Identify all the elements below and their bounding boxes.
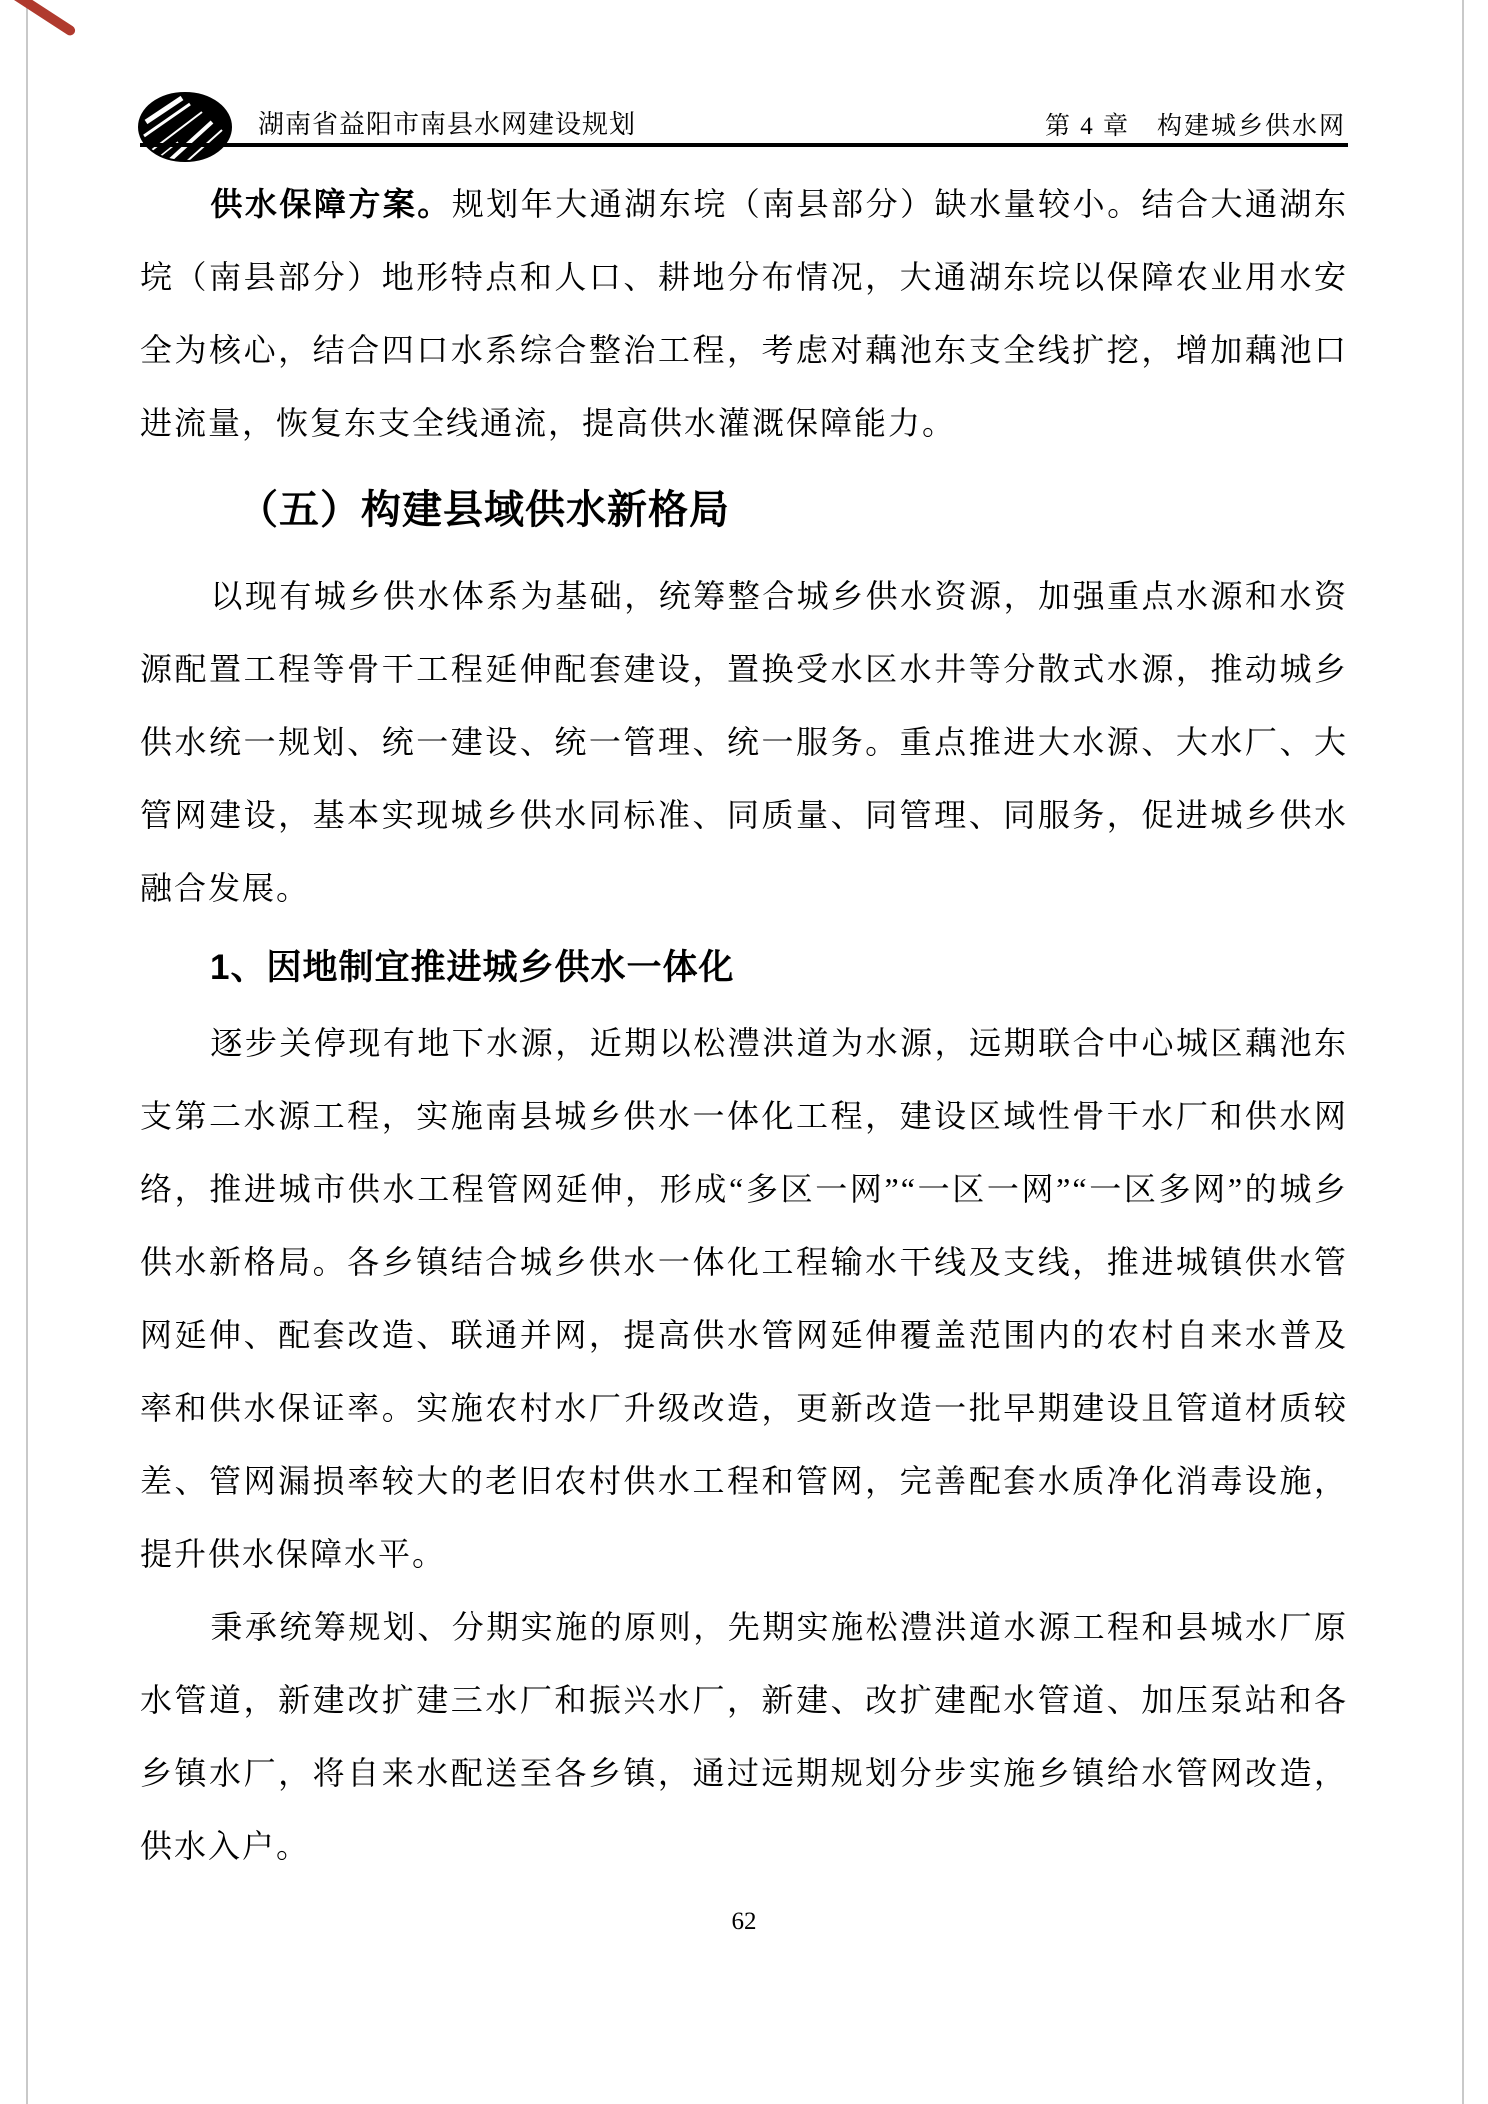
header-doc-title: 湖南省益阳市南县水网建设规划 [258, 110, 637, 139]
paragraph-phased-implementation: 秉承统筹规划、分期实施的原则，先期实施松澧洪道水源工程和县城水厂原水管道，新建改扩建三水厂和振兴水厂，新建、改扩建配水管道、加压泵站和各乡镇水厂，将自来水配送至各乡镇，通过远期规划分步实施乡镇给水管网改造，供水入户。 [140, 1609, 1348, 1864]
right-scan-edge-line [1462, 0, 1464, 2104]
paragraph-text: 规划年大通湖东垸（南县部分）缺水量较小。结合大通湖东垸（南县部分）地形特点和人口、耕地分布情况，大通湖东垸以保障农业用水安全为核心，结合四口水系综合整治工程，考虑对藕池东支全线扩挖，增加藕池口进流量，恢复东支全线通流，提高供水灌溉保障能力。 [140, 186, 1348, 441]
paragraph-integration-plan: 逐步关停现有地下水源，近期以松澧洪道为水源，远期联合中心城区藕池东支第二水源工程，实施南县城乡供水一体化工程，建设区域性骨干水厂和供水网络，推进城市供水工程管网延伸，形成“多区一网”“一区一网”“一区多网”的城乡供水新格局。各乡镇结合城乡供水一体化工程输水干线及支线，推进城镇供水管网延伸、配套改造、联通并网，提高供水管网延伸覆盖范围内的农村自来水普及率和供水保证率。实施农村水厂升级改造，更新改造一批早期建设且管道材质较差、管网漏损率较大的老旧农村供水工程和管网，完善配套水质净化消毒设施，提升供水保障水平。 [140, 1025, 1348, 1572]
red-pen-mark [0, 0, 77, 37]
page-number: 62 [731, 1908, 757, 1935]
document-body [140, 168, 1348, 1883]
header-chapter-title: 第 4 章 构建城乡供水网 [1044, 113, 1346, 140]
bridge-logo-icon [138, 92, 232, 162]
paragraph-bold-lead: 供水保障方案。 [210, 186, 452, 222]
section-heading-five: （五）构建县域供水新格局 [238, 488, 730, 532]
paragraph-supply-guarantee [140, 168, 1348, 460]
header-rule [140, 143, 1348, 147]
left-scan-edge-line [26, 0, 28, 2104]
subsection-heading-one: 1、因地制宜推进城乡供水一体化 [210, 948, 735, 987]
paragraph-county-supply-pattern: 以现有城乡供水体系为基础，统筹整合城乡供水资源，加强重点水源和水资源配置工程等骨干工程延伸配套建设，置换受水区水井等分散式水源，推动城乡供水统一规划、统一建设、统一管理、统一服务。重点推进大水源、大水厂、大管网建设，基本实现城乡供水同标准、同质量、同管理、同服务，促进城乡供水融合发展。 [140, 578, 1348, 906]
